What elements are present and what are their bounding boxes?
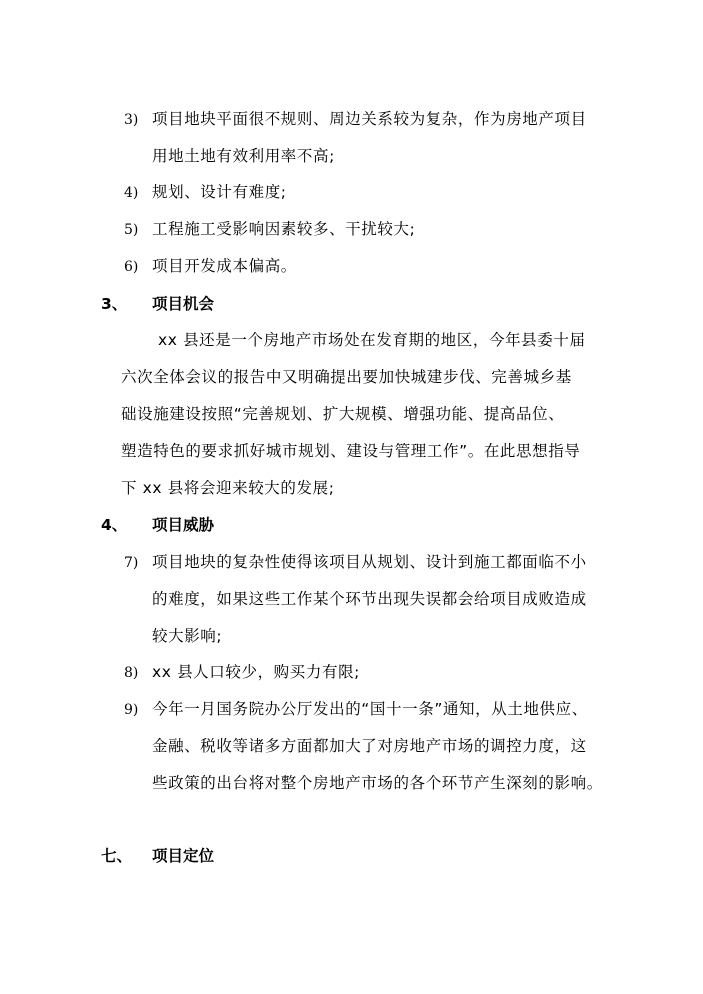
- list-item-text: xx 县人口较少，购买力有限;: [152, 663, 360, 681]
- paragraph-line: 下 xx 县将会迎来较大的发展;: [121, 479, 335, 497]
- list-item-text: 用地土地有效利用率不高;: [152, 147, 335, 165]
- list-number: 8): [124, 665, 139, 681]
- list-number: 9): [124, 702, 139, 718]
- list-item-text: 的难度，如果这些工作某个环节出现失误都会给项目成败造成: [152, 590, 587, 608]
- list-item-text: 较大影响;: [152, 627, 223, 645]
- list-item-text: 项目开发成本偏高。: [152, 257, 297, 275]
- list-item-text: 些政策的出台将对整个房地产市场的各个环节产生深刻的影响。: [152, 774, 603, 792]
- list-item-text: 项目地块的复杂性使得该项目从规划、设计到施工都面临不小: [152, 553, 587, 571]
- list-item-text: 工程施工受影响因素较多、干扰较大;: [152, 220, 416, 238]
- list-number: 7): [124, 555, 139, 571]
- chapter-number: 七、: [101, 847, 133, 865]
- paragraph-line: 塑造特色的要求抓好城市规划、建设与管理工作”。在此思想指导: [121, 442, 581, 460]
- list-number: 3): [124, 112, 139, 128]
- section-number: 3、: [101, 295, 128, 313]
- list-item-text: 金融、税收等诸多方面都加大了对房地产市场的调控力度，这: [152, 737, 587, 755]
- paragraph-line: xx 县还是一个房地产市场处在发育期的地区，今年县委十届: [158, 331, 586, 349]
- paragraph-line: 础设施建设按照“完善规划、扩大规模、增强功能、提高品位、: [121, 405, 565, 423]
- list-number: 4): [124, 185, 139, 201]
- list-item-text: 今年一月国务院办公厅发出的“国十一条”通知，从土地供应、: [152, 700, 588, 718]
- list-item-text: 项目地块平面很不规则、周边关系较为复杂，作为房地产项目: [152, 110, 587, 128]
- section-number: 4、: [101, 516, 128, 534]
- list-number: 5): [124, 222, 139, 238]
- section-title: 项目威胁: [152, 516, 215, 534]
- paragraph-line: 六次全体会议的报告中又明确提出要加快城建步伐、完善城乡基: [121, 368, 572, 386]
- section-title: 项目机会: [152, 295, 215, 313]
- list-number: 6): [124, 259, 139, 275]
- list-item-text: 规划、设计有难度;: [152, 183, 287, 201]
- chapter-title: 项目定位: [152, 847, 215, 865]
